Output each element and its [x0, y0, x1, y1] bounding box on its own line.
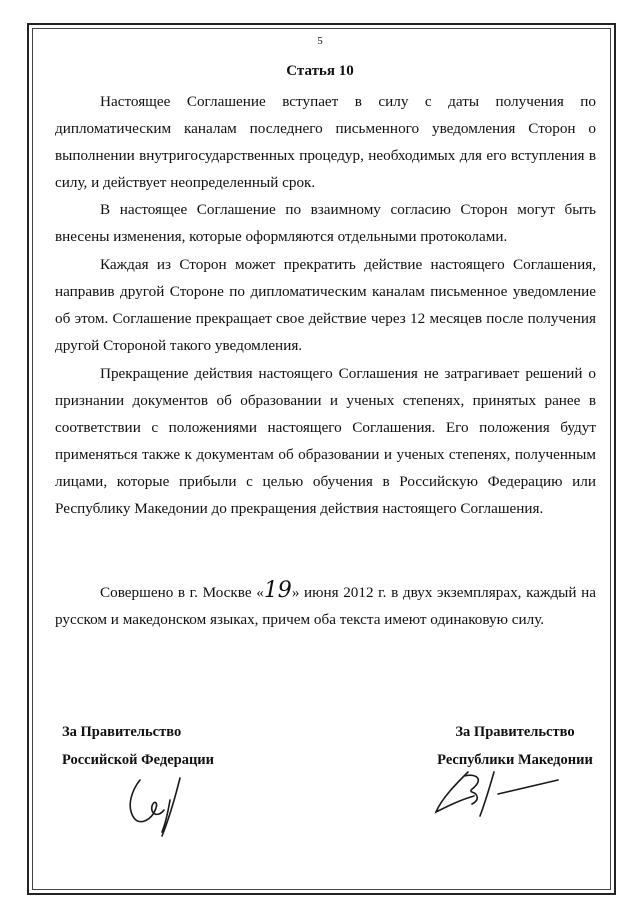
closing-text-start: Совершено в г. Москве «	[100, 584, 264, 601]
signature-right	[428, 766, 578, 826]
signatory-right-line2: Республики Македонии	[437, 752, 593, 768]
signature-left	[118, 772, 208, 842]
handwritten-day: 19	[263, 578, 292, 603]
closing-paragraph	[55, 577, 596, 633]
paragraph-amendments: В настоящее Соглашение по взаимному согласию Сторон могут быть внесены изменения, которые оформляются отдельными протоколами.	[55, 201, 596, 245]
paragraph-effect-of-termination: Прекращение действия настоящего Соглашения не затрагивает решений о признании документов об образовании и ученых степенях, принятых ранее в соответствии с положениями настоящего Соглашения. Его положения будут применяться также к документам об образовании и ученых степенях, полученным лицами, которые прибыли с целью обучения в Российскую Федерацию или Республику Македонии до прекращения действия настоящего Соглашения.	[55, 365, 596, 517]
paragraph-entry-into-force: Настоящее Соглашение вступает в силу с даты получения по дипломатическим каналам последнего письменного уведомления Сторон о выполнении внутригосударственных процедур, необходимых для его вступления в силу, и действует неопределенный срок.	[55, 93, 596, 191]
article-title: Статья 10	[286, 63, 354, 79]
signatory-left-line1: За Правительство	[62, 724, 182, 740]
signatory-left-line2: Российской Федерации	[62, 752, 215, 768]
closing-text-end: » июня 2012 г. в двух экземплярах, каждый на русском и македонском языках, причем оба текста имеют одинаковую силу.	[55, 584, 596, 628]
signatory-left	[62, 718, 214, 774]
signatory-right-line1: За Правительство	[455, 724, 575, 740]
paragraph-termination: Каждая из Сторон может прекратить действие настоящего Соглашения, направив другой Стороне по дипломатическим каналам письменное уведомление об этом. Соглашение прекращает свое действие через 12 месяцев после получения другой Стороной такого уведомления.	[55, 256, 596, 354]
page-number: 5	[317, 35, 323, 47]
